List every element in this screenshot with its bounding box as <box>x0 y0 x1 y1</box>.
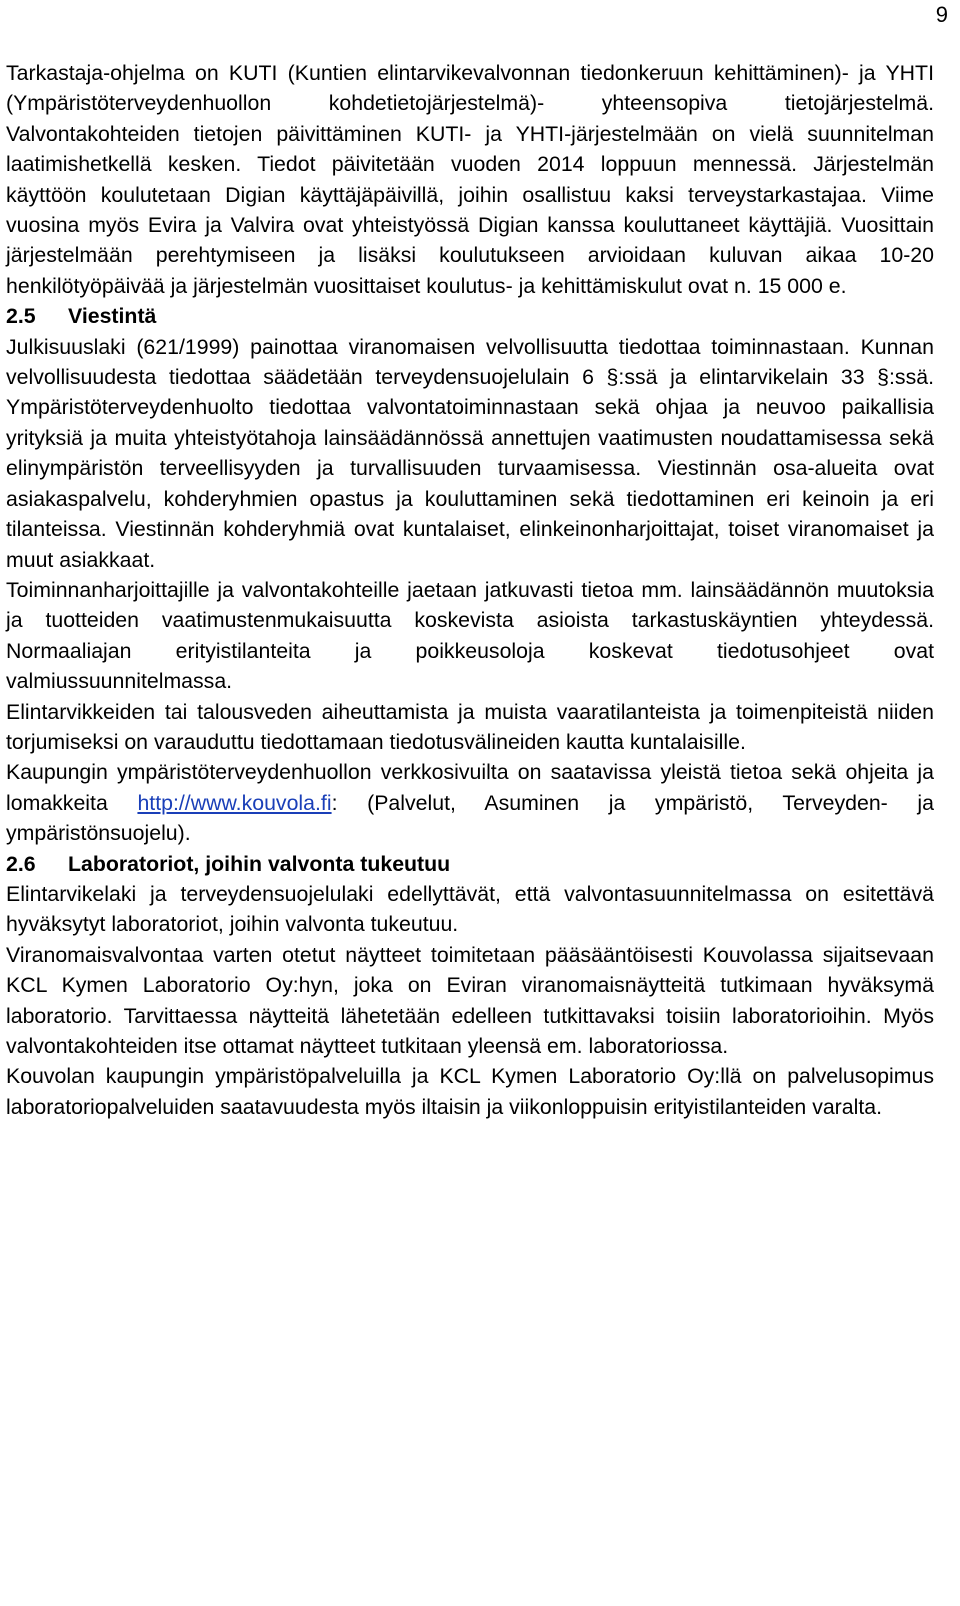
document-body <box>6 58 934 1122</box>
paragraph-toiminnanharjoittajille: Toiminnanharjoittajille ja valvontakohteille jaetaan jatkuvasti tietoa mm. lainsäädännön muutoksia ja tuotteiden vaatimustenmukaisuutta koskevista asioista tarkastuskäyntien yhteydessä. Normaaliajan erityistilanteita ja poikkeusoloja koskevat tiedotusohjeet ovat valmiussuunnitelmassa. <box>6 577 934 694</box>
section-title: Laboratoriot, joihin valvonta tukeutuu <box>68 851 451 876</box>
paragraph-verkkosivut <box>6 757 934 848</box>
section-heading-laboratoriot <box>6 849 934 879</box>
paragraph-elintarvikelaki: Elintarvikelaki ja terveydensuojelulaki edellyttävät, että valvontasuunnitelmassa on esitettävä hyväksytyt laboratoriot, joihin valvonta tukeutuu. <box>6 881 934 937</box>
section-heading-viestinta <box>6 301 934 331</box>
paragraph-elintarvikkeiden: Elintarvikkeiden tai talousveden aiheuttamista ja muista vaaratilanteista ja toimenpiteistä niiden torjumiseksi on varauduttu tiedottamaan tiedotusvälineiden kautta kuntalaisille. <box>6 699 934 754</box>
section-number: 2.6 <box>6 851 36 876</box>
paragraph-tarkastaja-ohjelma: Tarkastaja-ohjelma on KUTI (Kuntien elintarvikevalvonnan tiedonkeruun kehittäminen)- ja YHTI (Ympäristöterveydenhuollon kohdetietojärjestelmä)- yhteensopiva tietojärjestelmä. Valvontakohteiden tietojen päivittäminen KUTI- ja YHTI-järjestelmään on vielä suunnitelman laatimishetkellä kesken. Tiedot päivitetään vuoden 2014 loppuun mennessä. Järjestelmän käyttöön koulutetaan Digian käyttäjäpäivillä, joihin osallistuu kaksi terveystarkastajaa. Viime vuosina myös Evira ja Valvira ovat yhteistyössä Digian kanssa kouluttaneet käyttäjiä. Vuosittain järjestelmään perehtymiseen ja lisäksi koulutukseen arvioidaan kuluvan aikaa 10-20 henkilötyöpäivää ja järjestelmän vuosittaiset koulutus- ja kehittämiskulut ovat n. 15 000 e. <box>6 61 934 298</box>
section-title: Viestintä <box>68 304 157 329</box>
paragraph-text: Kaupungin ympäristöterveydenhuollon verkkosivuilta on saatavissa yleistä tietoa sekä ohjeita ja lomakkeita <box>6 760 934 815</box>
paragraph-text: : (Palvelut, Asuminen ja ympäristö, Terveyden- ja ympäristönsuojelu). <box>6 790 934 846</box>
kouvola-link[interactable]: http://www.kouvola.fi <box>137 790 332 815</box>
paragraph-viranomaisvalvonta: Viranomaisvalvontaa varten otetut näytteet toimitetaan pääsääntöisesti Kouvolassa sijaitsevaan KCL Kymen Laboratorio Oy:hyn, joka on Eviran viranomaisnäytteitä tutkimaan hyväksymä laboratorio. Tarvittaessa näytteitä lähetetään edelleen tutkittavaksi toisiin laboratorioihin. Myös valvontakohteiden itse ottamat näytteet tutkitaan yleensä em. laboratoriossa. <box>6 942 934 1058</box>
section-number: 2.5 <box>6 304 36 329</box>
paragraph-palvelusopimus: Kouvolan kaupungin ympäristöpalveluilla ja KCL Kymen Laboratorio Oy:llä on palvelusopimus laboratoriopalveluiden saatavuudesta myös iltaisin ja viikonloppuisin erityistilanteiden varalta. <box>6 1064 934 1119</box>
page-number: 9 <box>935 2 948 27</box>
paragraph-julkisuuslaki: Julkisuuslaki (621/1999) painottaa viranomaisen velvollisuutta tiedottaa toiminnastaan. Kunnan velvollisuudesta tiedottaa säädetään terveydensuojelulain 6 §:ssä ja elintarvikelain 33 §:ssä. Ympäristöterveydenhuolto tiedottaa valvontatoiminnastaan sekä ohjaa ja neuvoo paikallisia yrityksiä ja muita yhteistyötahoja lainsäädännössä annettujen vaatimusten noudattamisessa sekä elinympäristön terveellisyyden ja turvallisuuden turvaamisessa. Viestinnän osa-alueita ovat asiakaspalvelu, kohderyhmien opastus ja kouluttaminen sekä tiedottaminen eri keinoin ja eri tilanteissa. Viestinnän kohderyhmiä ovat kuntalaiset, elinkeinonharjoittajat, toiset viranomaiset ja muut asiakkaat. <box>6 334 934 572</box>
